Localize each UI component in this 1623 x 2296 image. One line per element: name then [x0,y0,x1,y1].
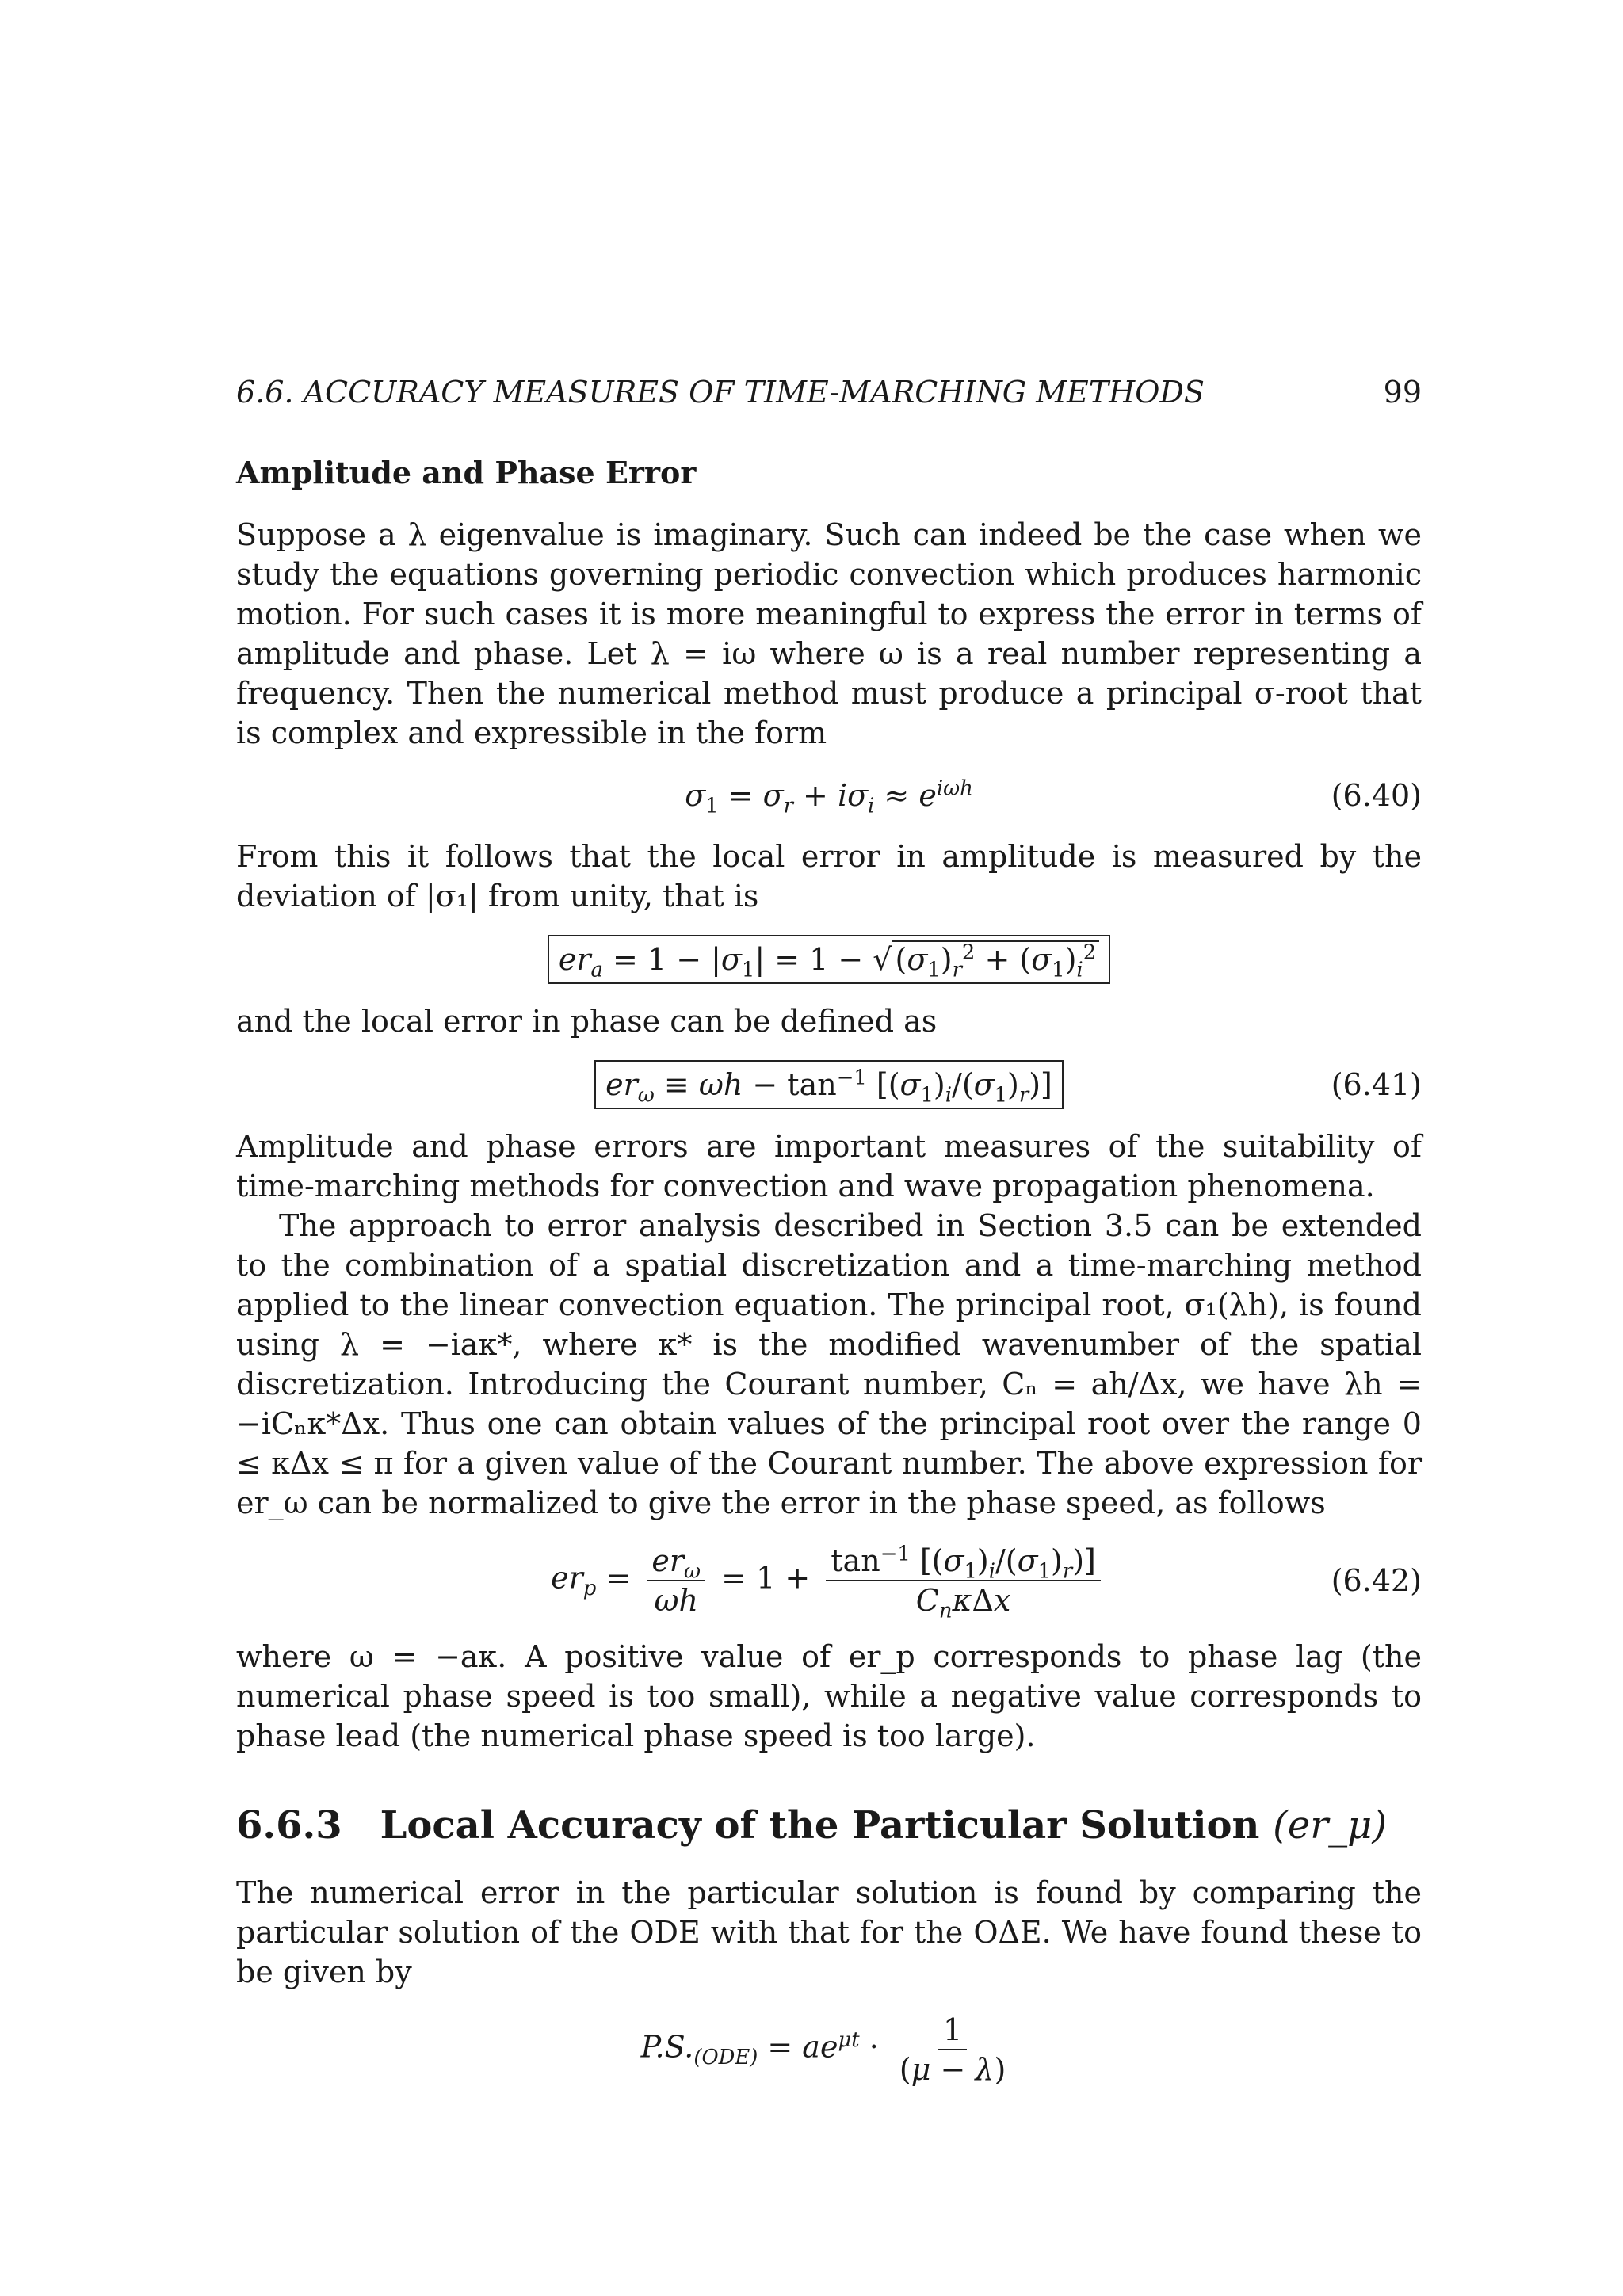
section-title: Local Accuracy of the Particular Solution [380,1803,1260,1848]
paragraph-2: From this it follows that the local error in amplitude is measured by the deviation of |σ₁| from unity, that is [236,839,1422,913]
paragraph-1: Suppose a λ eigenvalue is imaginary. Such can indeed be the case when we study the equations governing periodic convection which produces harmonic motion. For such cases it is more meaningful to express the error in terms of amplitude and phase. Let λ = iω where ω is a real number representing a frequency. Then the numerical method must produce a principal σ-root that is complex and expressible in the form [236,517,1422,750]
equation-6-42 [236,1542,1422,1623]
paragraph-4: Amplitude and phase errors are important measures of the suitability of time-marching methods for convection and wave propagation phenomena. [236,1129,1422,1203]
equation-6-41-number: (6.41) [1331,1067,1422,1102]
section-suffix: (er_μ) [1273,1803,1388,1848]
equation-amplitude-error [236,935,1422,984]
subheading-amplitude-phase-error: Amplitude and Phase Error [236,455,697,490]
equation-particular-solution-ode [236,2011,1422,2088]
running-head-title: 6.6. ACCURACY MEASURES OF TIME-MARCHING METHODS [236,375,1205,410]
equation-amplitude-error-body: $er_a = 1 - |\sigma_1| = 1$ − √ $(\sigma_1)_r^2 + (\sigma_1)_i^2$ [548,935,1110,984]
page-number: 99 [1383,375,1422,410]
page [236,372,1422,2106]
equation-6-40-body: $\sigma_1 = \sigma_r + i\sigma_i \approx e^{i\omega h}$ [685,776,973,818]
equation-particular-solution-ode-body: $P.S._{(ODE)} = ae^{\mu t}$ · $\frac{1}{(\mu - \lambda)}$ [640,2012,1006,2087]
paragraph-6: where ω = −aκ. A positive value of er_p corresponds to phase lag (the numerical phase speed is too small), while a negative value corresponds to phase lead (the numerical phase speed is too large). [236,1639,1422,1753]
equation-6-41-body: $er_\omega \equiv \omega h - \tan^{-1} [(\sigma_1)_i/(\sigma_1)_r)$] [594,1060,1064,1109]
equation-6-41 [236,1060,1422,1109]
paragraph-3: and the local error in phase can be defined as [236,1004,938,1039]
paragraph-7: The numerical error in the particular solution is found by comparing the particular solution of the ODE with that for the OΔE. We have found these to be given by [236,1875,1422,1989]
equation-6-40 [236,772,1422,819]
equation-6-42-number: (6.42) [1331,1563,1422,1598]
section-number: 6.6.3 [236,1803,342,1848]
equation-6-42-body: $er_p$ = $\frac{er_\omega}{\omega h}$ = 1 + $\frac{\tan^{-1} [(\sigma_1)_i/(\sigma_1)_r)]}{C_n\kappa\Delta x}$ [551,1542,1107,1619]
running-head [236,372,1422,412]
equation-6-40-number: (6.40) [1331,778,1422,813]
section-heading-6-6-3 [236,1802,1422,1849]
paragraph-5: The approach to error analysis described in Section 3.5 can be extended to the combination of a spatial discretization and a time-marching method applied to the linear convection equation. The principal root, σ₁(λh), is found using λ = −iaκ*, where κ* is the modified wavenumber of the spatial discretization. Introducing the Courant number, Cₙ = ah/Δx, we have λh = −iCₙκ*Δx. Thus one can obtain values of the principal root over the range 0 ≤ κΔx ≤ π for a given value of the Courant number. The above expression for er_ω can be normalized to give the error in the phase speed, as follows [236,1208,1422,1520]
